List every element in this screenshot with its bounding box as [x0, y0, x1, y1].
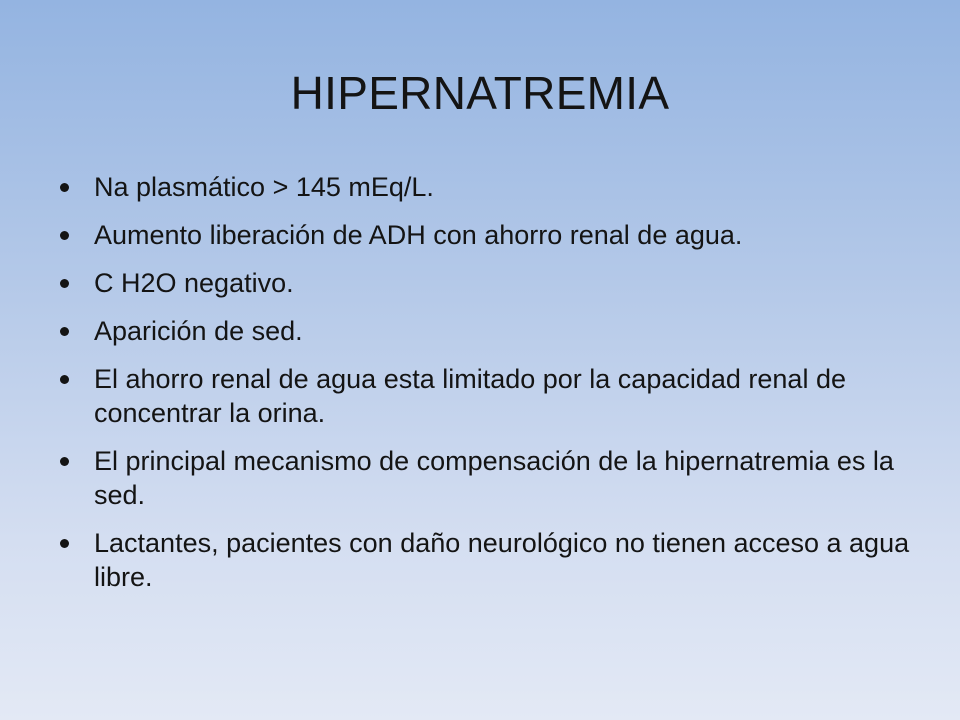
- bullet-item: [56, 444, 916, 512]
- bullet-list: [56, 170, 916, 608]
- bullet-dot-icon: [60, 457, 69, 466]
- bullet-item: [56, 170, 916, 204]
- bullet-text: El ahorro renal de agua esta limitado por la capacidad renal de concentrar la orina.: [94, 364, 846, 428]
- bullet-item: [56, 266, 916, 300]
- bullet-item: [56, 526, 916, 594]
- bullet-text: El principal mecanismo de compensación de la hipernatremia es la sed.: [94, 446, 894, 510]
- bullet-dot-icon: [60, 279, 69, 288]
- bullet-dot-icon: [60, 539, 69, 548]
- bullet-dot-icon: [60, 231, 69, 240]
- slide-title: HIPERNATREMIA: [290, 67, 670, 119]
- bullet-text: Aparición de sed.: [94, 316, 303, 346]
- bullet-dot-icon: [60, 375, 69, 384]
- bullet-dot-icon: [60, 327, 69, 336]
- bullet-item: [56, 362, 916, 430]
- bullet-item: [56, 314, 916, 348]
- bullet-dot-icon: [60, 183, 69, 192]
- bullet-text: C H2O negativo.: [94, 268, 294, 298]
- bullet-item: [56, 218, 916, 252]
- bullet-text: Lactantes, pacientes con daño neurológico no tienen acceso a agua libre.: [94, 528, 910, 592]
- bullet-text: Aumento liberación de ADH con ahorro renal de agua.: [94, 220, 743, 250]
- bullet-text: Na plasmático > 145 mEq/L.: [94, 172, 434, 202]
